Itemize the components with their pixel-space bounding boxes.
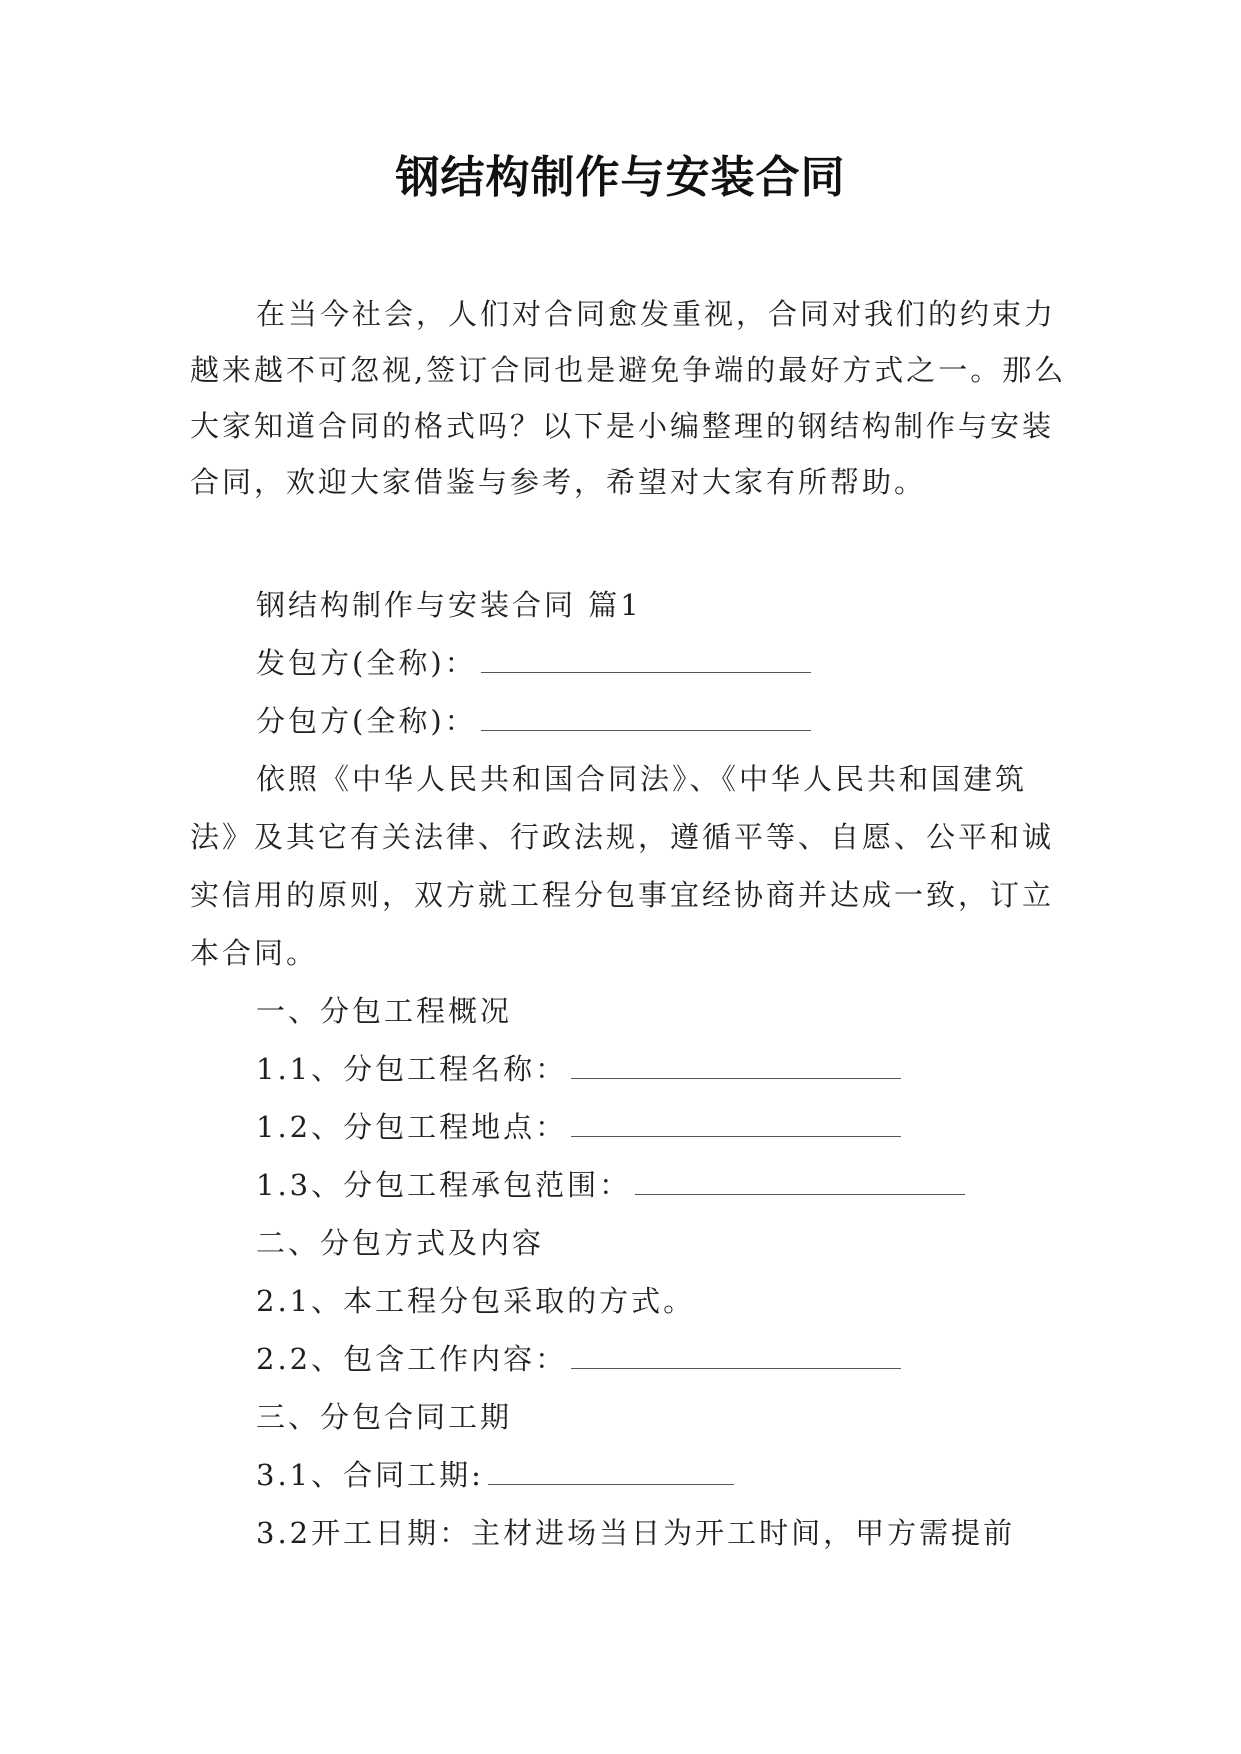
basis-paragraph: 依照《中华人民共和国合同法》、《中华人民共和国建筑法》及其它有关法律、行政法规，遵循平等、自愿、公平和诚实信用的原则，双方就工程分包事宜经协商并达成一致，订立本合同。 — [190, 762, 1055, 970]
section-heading: 钢结构制作与安装合同 篇1 — [256, 588, 642, 622]
item-3-2: 3.2开工日期：主材进场当日为开工时间，甲方需提前 — [256, 1516, 1016, 1550]
item-2-2-label: 2.2、包含工作内容： — [256, 1342, 568, 1376]
party-b-label: 分包方(全称)： — [256, 704, 477, 738]
party-a-blank — [481, 648, 811, 673]
item-2-2-row — [190, 1330, 1070, 1388]
item-3-1-label: 3.1、合同工期: — [256, 1458, 484, 1492]
item-2-2-blank — [571, 1344, 901, 1369]
item-1-1-row — [190, 1040, 1070, 1098]
heading-2: 二、分包方式及内容 — [256, 1226, 545, 1260]
document-title: 钢结构制作与安装合同 — [395, 152, 846, 203]
intro-paragraph: 在当今社会，人们对合同愈发重视，合同对我们的约束力越来越不可忽视,签订合同也是避免争端的最好方式之一。那么大家知道合同的格式吗？以下是小编整理的钢结构制作与安装合同，欢迎大家借鉴与参考，希望对大家有所帮助。 — [190, 297, 1067, 499]
item-1-3-label: 1.3、分包工程承包范围： — [256, 1168, 632, 1202]
item-1-3-blank — [635, 1170, 965, 1195]
item-1-1-blank — [571, 1054, 901, 1079]
party-a-row — [190, 634, 1070, 692]
item-1-3-row — [190, 1156, 1070, 1214]
party-b-row — [190, 692, 1070, 750]
heading-3: 三、分包合同工期 — [256, 1400, 513, 1434]
item-3-1-row — [190, 1446, 1070, 1504]
party-b-blank — [481, 706, 811, 731]
contract-section — [190, 576, 1070, 1562]
heading-1: 一、分包工程概况 — [256, 994, 513, 1028]
item-3-1-blank — [488, 1460, 734, 1485]
item-1-2-label: 1.2、分包工程地点： — [256, 1110, 568, 1144]
item-2-1: 2.1、本工程分包采取的方式。 — [256, 1284, 696, 1318]
item-1-2-blank — [571, 1112, 901, 1137]
party-a-label: 发包方(全称)： — [256, 646, 477, 680]
item-1-1-label: 1.1、分包工程名称： — [256, 1052, 568, 1086]
item-1-2-row — [190, 1098, 1070, 1156]
